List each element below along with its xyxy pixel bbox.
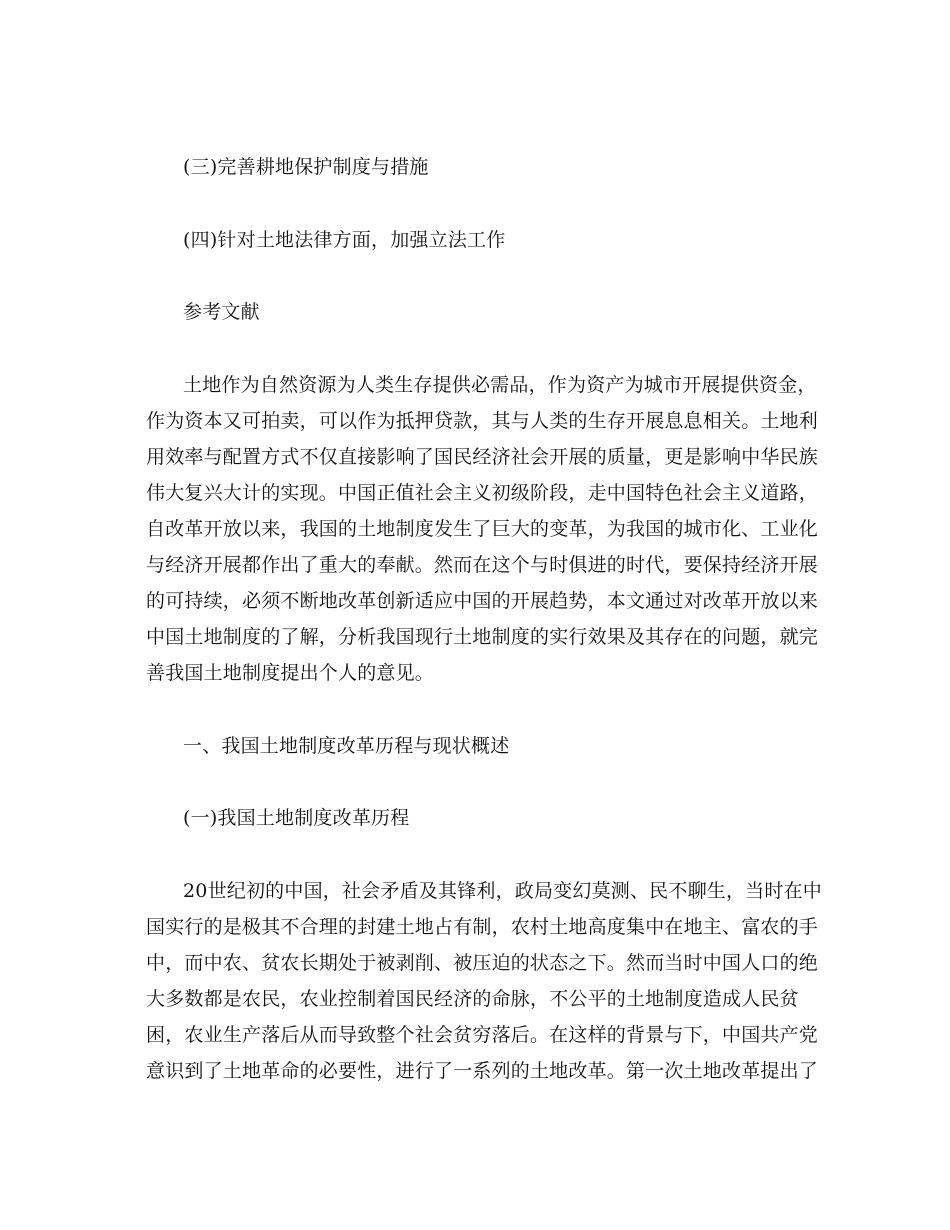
history-line: 困，农业生产落后从而导致整个社会贫穷落后。在这样的背景与下，中国共产党: [146, 1024, 819, 1046]
references-title: 参考文献: [183, 301, 260, 323]
abstract-line: 作为资本又可拍卖，可以作为抵押贷款，其与人类的生存开展息息相关。土地利: [146, 410, 819, 432]
section-1-title: 一、我国土地制度改革历程与现状概述: [183, 735, 510, 757]
abstract-line: 土地作为自然资源为人类生存提供必需品，作为资产为城市开展提供资金，: [183, 374, 817, 396]
abstract-line: 善我国土地制度提出个人的意见。: [146, 662, 435, 684]
heading-improve-farmland-protection: (三)完善耕地保护制度与措施: [183, 156, 429, 178]
history-line: 20世纪初的中国，社会矛盾及其锋利，政局变幻莫测、民不聊生，当时在中: [183, 880, 822, 902]
history-line: 意识到了土地革命的必要性，进行了一系列的土地改革。第一次土地改革提出了: [146, 1060, 819, 1082]
abstract-line: 中国土地制度的了解，分析我国现行土地制度的实行效果及其存在的问题，就完: [146, 626, 819, 648]
abstract-line: 与经济开展都作出了重大的奉献。然而在这个与时俱进的时代，要保持经济开展: [146, 554, 819, 576]
abstract-line: 伟大复兴大计的实现。中国正值社会主义初级阶段，走中国特色社会主义道路，: [146, 482, 819, 504]
history-line: 中，而中农、贫农长期处于被剥削、被压迫的状态之下。然而当时中国人口的绝: [146, 952, 819, 974]
abstract-line: 自改革开放以来，我国的土地制度发生了巨大的变革，为我国的城市化、工业化: [146, 518, 819, 540]
heading-strengthen-legislation: (四)针对土地法律方面，加强立法工作: [183, 229, 506, 251]
abstract-line: 的可持续，必须不断地改革创新适应中国的开展趋势，本文通过对改革开放以来: [146, 590, 819, 612]
abstract-line: 用效率与配置方式不仅直接影响了国民经济社会开展的质量，更是影响中华民族: [146, 446, 819, 468]
history-line: 大多数都是农民，农业控制着国民经济的命脉，不公平的土地制度造成人民贫: [146, 988, 799, 1010]
history-line: 国实行的是极其不合理的封建土地占有制，农村土地高度集中在地主、富农的手: [146, 916, 819, 938]
subsection-1-title: (一)我国土地制度改革历程: [183, 807, 410, 829]
